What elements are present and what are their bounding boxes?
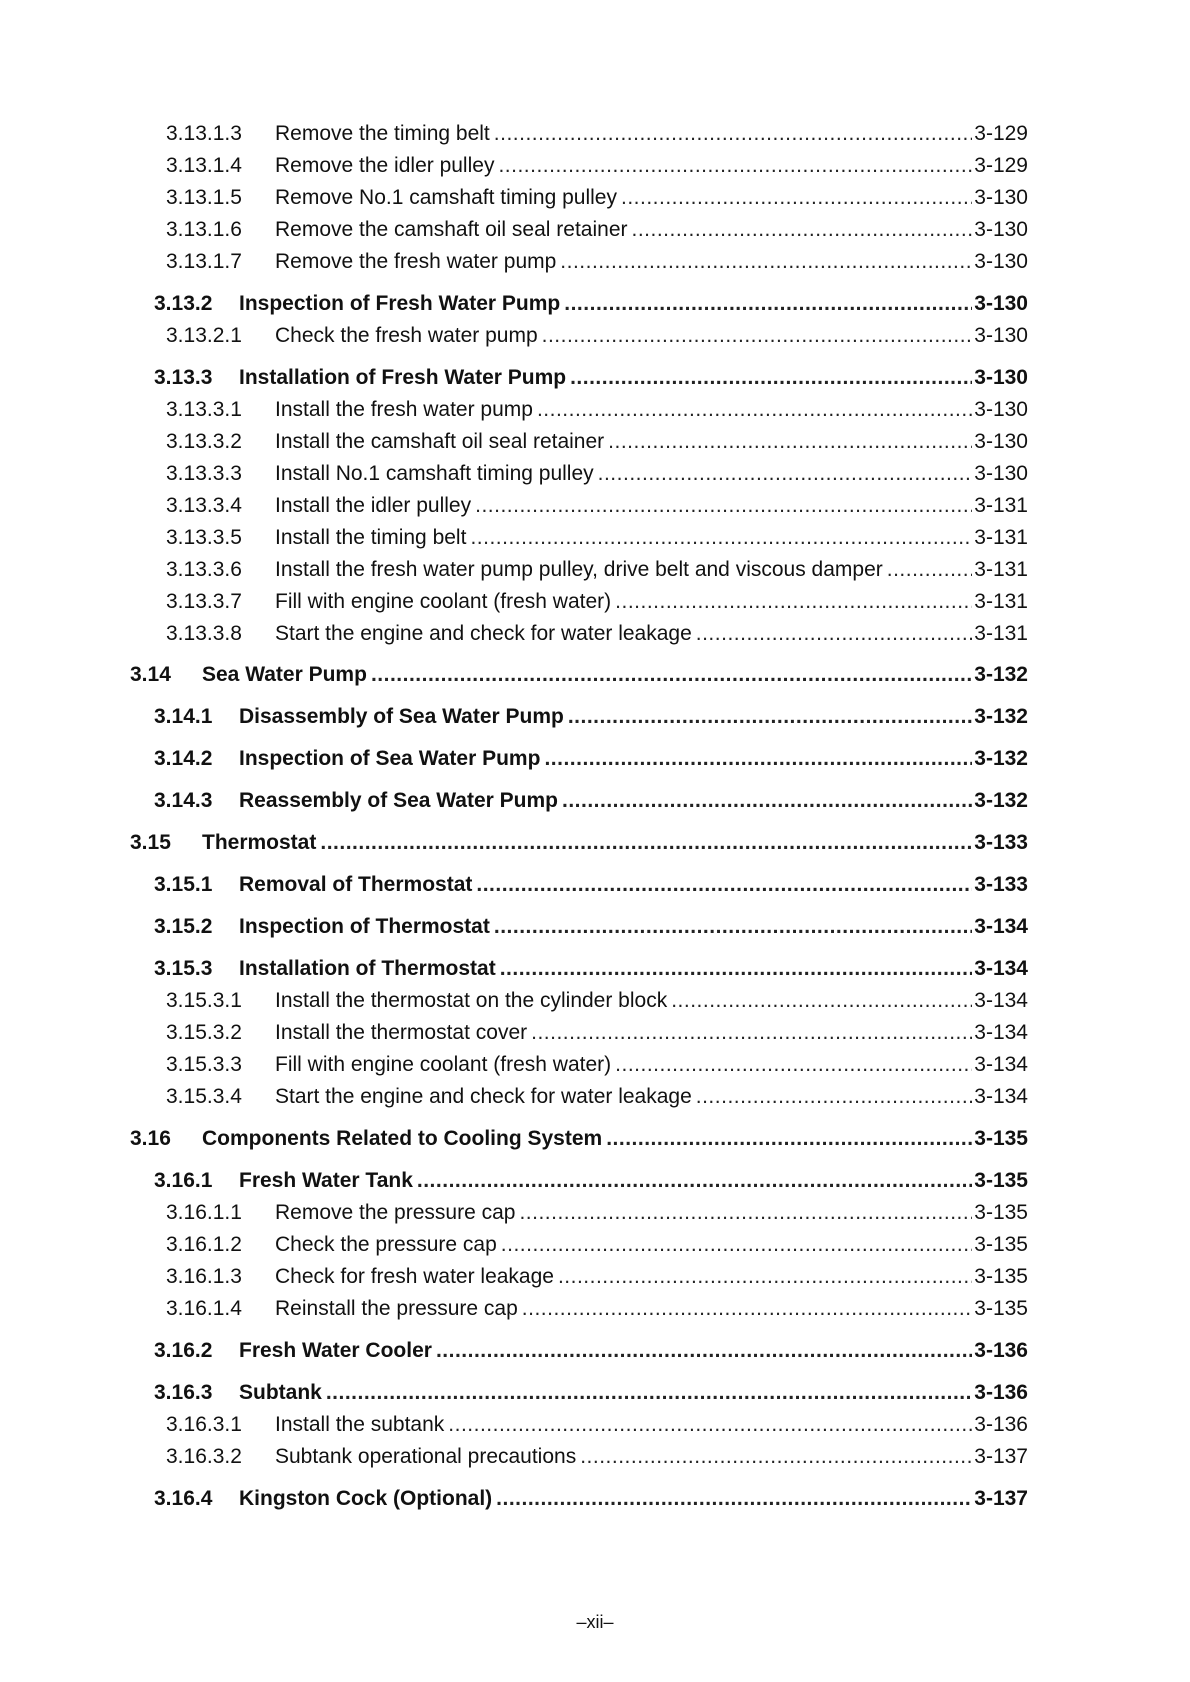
toc-page: 3-133 <box>974 831 1028 854</box>
toc-entry[interactable] <box>154 869 1028 901</box>
toc-title: Install the fresh water pump <box>275 398 533 421</box>
toc-title: Check the pressure cap <box>275 1233 497 1256</box>
dot-leader <box>448 1409 972 1441</box>
toc-title: Install the camshaft oil seal retainer <box>275 430 605 453</box>
toc-title: Components Related to Cooling System <box>202 1127 603 1150</box>
toc-page: 3-134 <box>974 989 1028 1012</box>
toc-title: Check the fresh water pump <box>275 324 538 347</box>
toc-number: 3.16.1.1 <box>166 1201 242 1224</box>
toc-number: 3.13.1.7 <box>166 250 242 273</box>
toc-entry[interactable] <box>166 426 1028 458</box>
toc-number: 3.13.1.3 <box>166 122 242 145</box>
dot-leader <box>615 586 972 618</box>
toc-number: 3.13.1.5 <box>166 186 242 209</box>
dot-leader <box>696 618 973 650</box>
toc-title: Install the fresh water pump pulley, drive belt and viscous damper <box>275 558 883 581</box>
toc-entry[interactable] <box>166 458 1028 490</box>
toc-page: 3-130 <box>974 324 1028 347</box>
toc-title: Start the engine and check for water leakage <box>275 622 692 645</box>
toc-title: Fill with engine coolant (fresh water) <box>275 590 612 613</box>
toc-page: 3-130 <box>974 186 1028 209</box>
dot-leader <box>615 1049 972 1081</box>
toc-page: 3-132 <box>974 663 1028 686</box>
toc-number: 3.13.3.6 <box>166 558 242 581</box>
toc-entry[interactable] <box>166 1017 1028 1049</box>
toc-number: 3.16 <box>130 1127 171 1150</box>
toc-page: 3-135 <box>974 1127 1028 1150</box>
toc-number: 3.14.1 <box>154 705 213 728</box>
toc-page: 3-135 <box>974 1169 1028 1192</box>
toc-number: 3.16.3.2 <box>166 1445 242 1468</box>
toc-title: Install the thermostat cover <box>275 1021 528 1044</box>
toc-title: Inspection of Fresh Water Pump <box>239 292 561 315</box>
toc-title: Install No.1 camshaft timing pulley <box>275 462 594 485</box>
toc-page: 3-134 <box>974 957 1028 980</box>
toc-entry[interactable] <box>166 1293 1028 1325</box>
toc-number: 3.16.1 <box>154 1169 213 1192</box>
dot-leader <box>564 288 972 320</box>
dot-leader <box>537 394 972 426</box>
toc-number: 3.15.3.4 <box>166 1085 242 1108</box>
toc-page: 3-134 <box>974 1021 1028 1044</box>
toc-page: 3-130 <box>974 462 1028 485</box>
toc-number: 3.13.3.7 <box>166 590 242 613</box>
toc-number: 3.13.1.4 <box>166 154 242 177</box>
toc-number: 3.13.3.3 <box>166 462 242 485</box>
dot-leader <box>501 1229 972 1261</box>
dot-leader <box>494 911 972 943</box>
toc-number: 3.16.3.1 <box>166 1413 242 1436</box>
toc-title: Remove the idler pulley <box>275 154 495 177</box>
toc-title: Remove No.1 camshaft timing pulley <box>275 186 617 209</box>
toc-number: 3.15.3 <box>154 957 213 980</box>
toc-entry[interactable] <box>166 1261 1028 1293</box>
toc-entry[interactable] <box>154 743 1028 775</box>
dot-leader <box>560 246 972 278</box>
toc-entry[interactable] <box>154 701 1028 733</box>
toc-entry[interactable] <box>166 618 1028 650</box>
toc-page: 3-135 <box>974 1201 1028 1224</box>
dot-leader <box>476 869 972 901</box>
toc-number: 3.13.1.6 <box>166 218 242 241</box>
toc-entry[interactable] <box>166 246 1028 278</box>
toc-entry[interactable] <box>154 288 1028 320</box>
toc-title: Install the timing belt <box>275 526 467 549</box>
dot-leader <box>606 1123 972 1155</box>
toc-title: Inspection of Thermostat <box>239 915 490 938</box>
toc-number: 3.16.3 <box>154 1381 213 1404</box>
dot-leader <box>568 701 972 733</box>
dot-leader <box>522 1293 972 1325</box>
toc-entry[interactable] <box>166 1441 1028 1473</box>
toc-title: Subtank <box>239 1381 322 1404</box>
dot-leader <box>498 150 972 182</box>
toc-entry[interactable] <box>166 554 1028 586</box>
toc-number: 3.13.3.5 <box>166 526 242 549</box>
toc-number: 3.14.3 <box>154 789 213 812</box>
dot-leader <box>562 785 972 817</box>
toc-entry[interactable] <box>130 827 1028 859</box>
toc-number: 3.15.3.2 <box>166 1021 242 1044</box>
toc-title: Removal of Thermostat <box>239 873 473 896</box>
toc-number: 3.15.3.3 <box>166 1053 242 1076</box>
toc-entry[interactable] <box>154 911 1028 943</box>
toc-page: 3-137 <box>974 1487 1028 1510</box>
toc-entry[interactable] <box>166 394 1028 426</box>
toc-page: 3-134 <box>974 915 1028 938</box>
toc-page: 3-131 <box>974 494 1028 517</box>
toc-entry[interactable] <box>166 1081 1028 1113</box>
toc-entry[interactable] <box>154 362 1028 394</box>
toc-number: 3.16.1.2 <box>166 1233 242 1256</box>
toc-number: 3.15.2 <box>154 915 213 938</box>
dot-leader <box>494 118 973 150</box>
dot-leader <box>326 1377 972 1409</box>
dot-leader <box>632 214 973 246</box>
toc-entry[interactable] <box>154 1483 1028 1515</box>
toc-entry[interactable] <box>166 985 1028 1017</box>
toc-entry[interactable] <box>166 1049 1028 1081</box>
toc-number: 3.16.4 <box>154 1487 213 1510</box>
toc-entry[interactable] <box>166 522 1028 554</box>
toc-page: 3-135 <box>974 1265 1028 1288</box>
toc-number: 3.15.3.1 <box>166 989 242 1012</box>
toc-page: 3-130 <box>974 398 1028 421</box>
toc-title: Remove the fresh water pump <box>275 250 557 273</box>
toc-page: 3-129 <box>974 122 1028 145</box>
toc-title: Fill with engine coolant (fresh water) <box>275 1053 612 1076</box>
dot-leader <box>436 1335 972 1367</box>
dot-leader <box>531 1017 972 1049</box>
toc-title: Check for fresh water leakage <box>275 1265 554 1288</box>
toc-entry[interactable] <box>166 214 1028 246</box>
toc-title: Install the thermostat on the cylinder block <box>275 989 668 1012</box>
toc-entry[interactable] <box>166 1229 1028 1261</box>
dot-leader <box>371 659 972 691</box>
toc-number: 3.15 <box>130 831 171 854</box>
toc-number: 3.13.2.1 <box>166 324 242 347</box>
toc-entry[interactable] <box>130 1123 1028 1155</box>
toc-entry[interactable] <box>166 1409 1028 1441</box>
toc-page: 3-131 <box>974 590 1028 613</box>
dot-leader <box>542 320 973 352</box>
toc-page: 3-132 <box>974 789 1028 812</box>
toc-title: Install the idler pulley <box>275 494 472 517</box>
dot-leader <box>621 182 972 214</box>
dot-leader <box>570 362 972 394</box>
dot-leader <box>671 985 972 1017</box>
toc-title: Thermostat <box>202 831 317 854</box>
toc-page: 3-136 <box>974 1413 1028 1436</box>
toc-entry[interactable] <box>154 785 1028 817</box>
toc-page: 3-135 <box>974 1233 1028 1256</box>
toc-title: Remove the pressure cap <box>275 1201 516 1224</box>
toc-number: 3.16.1.4 <box>166 1297 242 1320</box>
toc-page: 3-129 <box>974 154 1028 177</box>
toc-title: Installation of Fresh Water Pump <box>239 366 567 389</box>
dot-leader <box>598 458 973 490</box>
dot-leader <box>544 743 972 775</box>
toc-title: Fresh Water Tank <box>239 1169 413 1192</box>
dot-leader <box>417 1165 972 1197</box>
toc-number: 3.16.2 <box>154 1339 213 1362</box>
toc-title: Start the engine and check for water leakage <box>275 1085 692 1108</box>
toc-number: 3.14.2 <box>154 747 213 770</box>
toc-entry[interactable] <box>166 118 1028 150</box>
toc-page: 3-134 <box>974 1085 1028 1108</box>
toc-title: Installation of Thermostat <box>239 957 496 980</box>
toc-entry[interactable] <box>154 1165 1028 1197</box>
toc-page: 3-131 <box>974 558 1028 581</box>
toc-title: Reassembly of Sea Water Pump <box>239 789 558 812</box>
toc-title: Sea Water Pump <box>202 663 367 686</box>
toc-page: 3-133 <box>974 873 1028 896</box>
toc-number: 3.13.3.2 <box>166 430 242 453</box>
toc-number: 3.13.3.8 <box>166 622 242 645</box>
toc-entry[interactable] <box>154 1377 1028 1409</box>
dot-leader <box>475 490 972 522</box>
toc-number: 3.13.3.4 <box>166 494 242 517</box>
toc-number: 3.14 <box>130 663 171 686</box>
toc-entry[interactable] <box>166 150 1028 182</box>
toc-title: Disassembly of Sea Water Pump <box>239 705 564 728</box>
toc-page: 3-134 <box>974 1053 1028 1076</box>
toc-entry[interactable] <box>166 586 1028 618</box>
dot-leader <box>696 1081 973 1113</box>
toc-title: Reinstall the pressure cap <box>275 1297 518 1320</box>
toc-entry[interactable] <box>130 659 1028 691</box>
toc-entry[interactable] <box>166 182 1028 214</box>
toc-page: 3-131 <box>974 622 1028 645</box>
toc-page: 3-136 <box>974 1339 1028 1362</box>
toc-page: 3-131 <box>974 526 1028 549</box>
dot-leader <box>496 1483 972 1515</box>
toc-page: 3-130 <box>974 250 1028 273</box>
dot-leader <box>887 554 973 586</box>
toc-title: Kingston Cock (Optional) <box>239 1487 493 1510</box>
toc-title: Remove the timing belt <box>275 122 490 145</box>
page-number-footer: –xii– <box>576 1612 614 1632</box>
toc-page: 3-130 <box>974 430 1028 453</box>
toc-title: Fresh Water Cooler <box>239 1339 432 1362</box>
dot-leader <box>470 522 972 554</box>
toc-entry[interactable] <box>166 320 1028 352</box>
toc-title: Remove the camshaft oil seal retainer <box>275 218 628 241</box>
toc-title: Subtank operational precautions <box>275 1445 577 1468</box>
toc-page: 3-137 <box>974 1445 1028 1468</box>
toc-page: 3-130 <box>974 366 1028 389</box>
toc-title: Inspection of Sea Water Pump <box>239 747 541 770</box>
toc-entry[interactable] <box>166 1197 1028 1229</box>
toc-page: 3-130 <box>974 292 1028 315</box>
toc-number: 3.13.2 <box>154 292 213 315</box>
toc-page: 3-136 <box>974 1381 1028 1404</box>
dot-leader <box>608 426 972 458</box>
toc-number: 3.13.3.1 <box>166 398 242 421</box>
dot-leader <box>519 1197 972 1229</box>
toc-page: 3-132 <box>974 705 1028 728</box>
dot-leader <box>500 953 973 985</box>
toc-entry[interactable] <box>154 1335 1028 1367</box>
toc-entry[interactable] <box>166 490 1028 522</box>
toc-number: 3.16.1.3 <box>166 1265 242 1288</box>
toc-number: 3.13.3 <box>154 366 213 389</box>
dot-leader <box>580 1441 972 1473</box>
toc-page: 3-135 <box>974 1297 1028 1320</box>
toc-number: 3.15.1 <box>154 873 213 896</box>
toc-entry[interactable] <box>154 953 1028 985</box>
toc-page: 3-132 <box>974 747 1028 770</box>
toc-page: 3-130 <box>974 218 1028 241</box>
dot-leader <box>320 827 972 859</box>
toc-title: Install the subtank <box>275 1413 445 1436</box>
dot-leader <box>558 1261 972 1293</box>
